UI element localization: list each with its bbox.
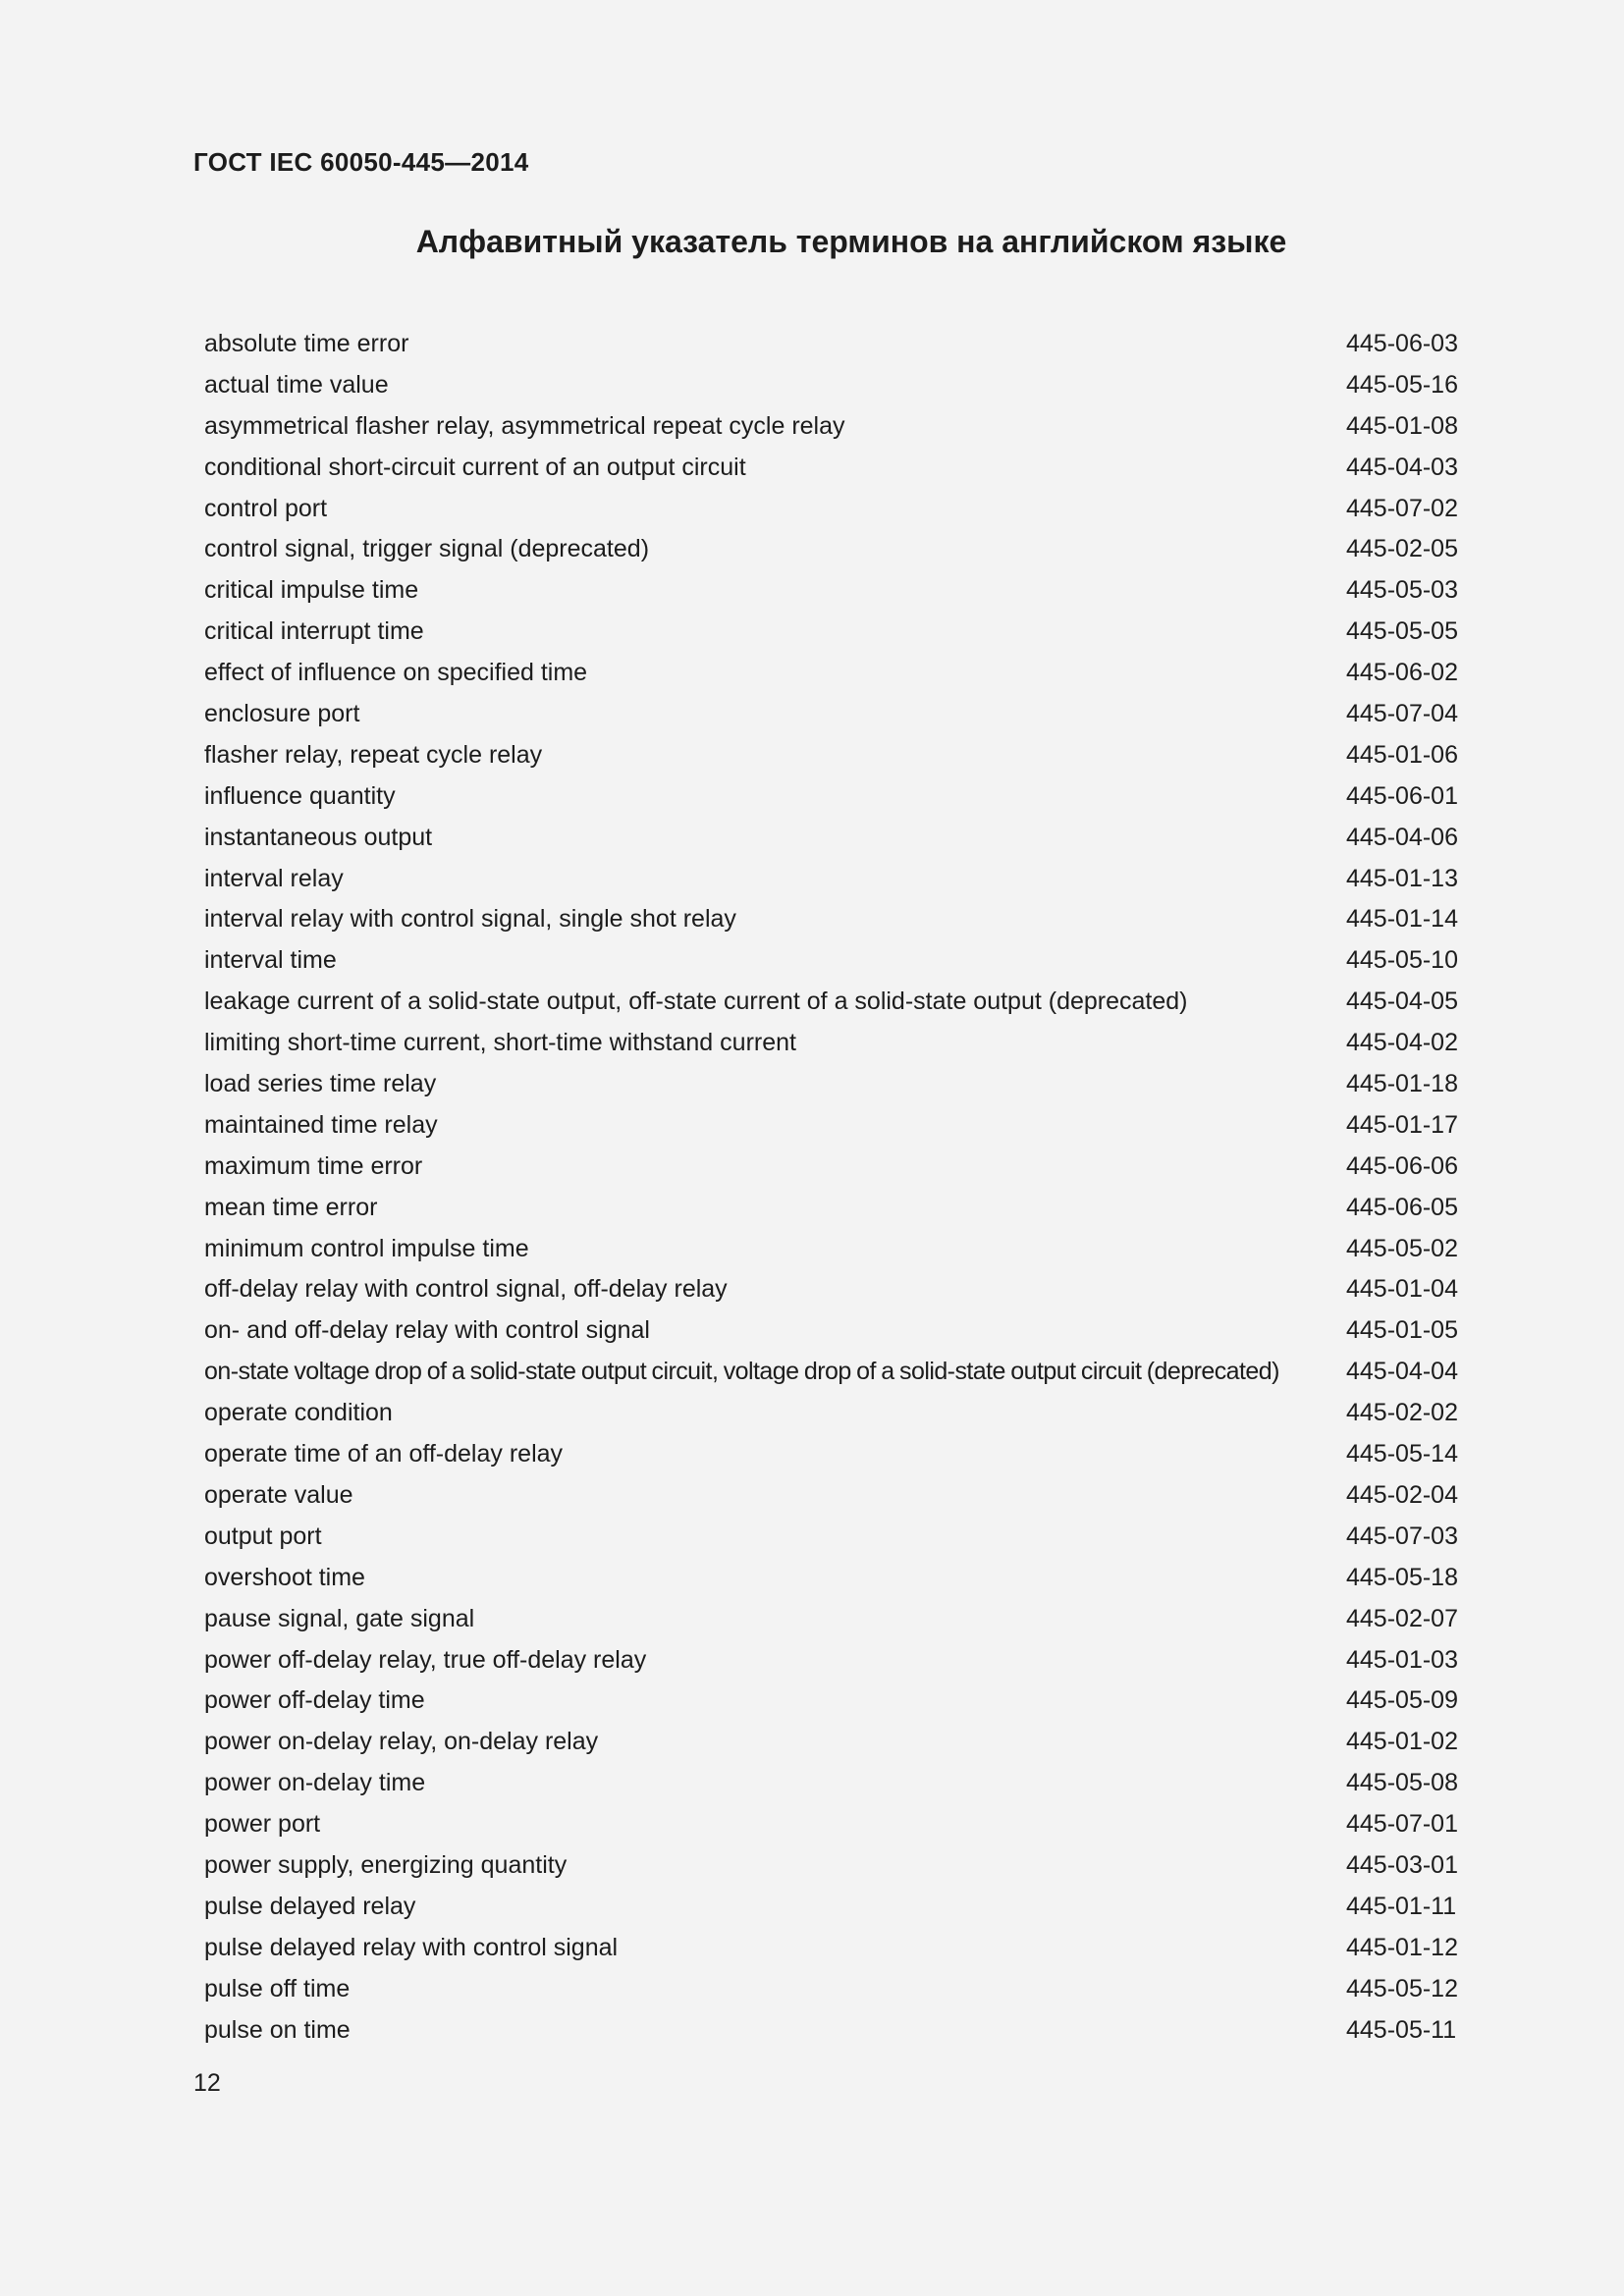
term-code: 445-02-07 [1346, 1604, 1458, 1632]
list-item [204, 1763, 1461, 1804]
list-item [204, 1310, 1461, 1352]
term-text: pulse off time [204, 1974, 351, 2002]
term-code: 445-01-14 [1346, 905, 1458, 934]
term-code: 445-07-01 [1346, 1810, 1458, 1839]
term-text: minimum control impulse time [204, 1234, 529, 1262]
list-item [204, 529, 1461, 570]
term-code: 445-06-02 [1346, 659, 1458, 687]
term-code: 445-06-01 [1346, 781, 1458, 810]
term-text: power on-delay relay, on-delay relay [204, 1728, 599, 1756]
list-item [204, 1064, 1461, 1105]
term-code: 445-05-16 [1346, 370, 1458, 399]
term-text: asymmetrical flasher relay, asymmetrical repeat cycle relay [204, 411, 845, 440]
term-text: influence quantity [204, 781, 396, 810]
list-item [204, 940, 1461, 982]
term-text: on-state voltage drop of a solid-state output circuit, voltage drop of a solid-state output circuit (deprecated) [204, 1358, 1279, 1386]
list-item [204, 694, 1461, 735]
term-code: 445-04-05 [1346, 988, 1458, 1016]
list-item [204, 365, 1461, 406]
term-text: control port [204, 494, 328, 522]
list-item [204, 1434, 1461, 1475]
term-code: 445-04-02 [1346, 1029, 1458, 1057]
list-item [204, 1352, 1461, 1393]
term-text: off-delay relay with control signal, off-delay relay [204, 1275, 728, 1304]
term-text: operate time of an off-delay relay [204, 1440, 564, 1468]
term-code: 445-07-02 [1346, 494, 1458, 522]
term-code: 445-02-04 [1346, 1480, 1458, 1509]
list-item [204, 1269, 1461, 1310]
list-item [204, 1229, 1461, 1270]
list-item [204, 489, 1461, 530]
term-text: power off-delay time [204, 1686, 425, 1715]
term-code: 445-01-02 [1346, 1728, 1458, 1756]
list-item [204, 1517, 1461, 1558]
term-code: 445-07-03 [1346, 1522, 1458, 1550]
list-item [204, 735, 1461, 776]
term-text: interval relay with control signal, single shot relay [204, 905, 736, 934]
list-item [204, 1393, 1461, 1434]
term-code: 445-05-18 [1346, 1563, 1458, 1591]
page-number: 12 [193, 2069, 221, 2097]
term-code: 445-01-11 [1346, 1892, 1457, 1920]
term-code: 445-01-03 [1346, 1645, 1458, 1674]
term-index-list [204, 324, 1461, 2051]
term-text: power on-delay time [204, 1769, 426, 1797]
term-code: 445-02-02 [1346, 1399, 1458, 1427]
term-text: maintained time relay [204, 1110, 438, 1139]
list-item [204, 899, 1461, 940]
term-text: absolute time error [204, 330, 409, 357]
list-item [204, 776, 1461, 818]
term-text: power off-delay relay, true off-delay relay [204, 1645, 647, 1674]
list-item [204, 570, 1461, 612]
list-item [204, 859, 1461, 900]
term-code: 445-06-05 [1346, 1193, 1458, 1221]
list-item [204, 1147, 1461, 1188]
term-code: 445-06-03 [1346, 330, 1458, 357]
term-text: power supply, energizing quantity [204, 1850, 568, 1879]
list-item [204, 1475, 1461, 1517]
term-text: flasher relay, repeat cycle relay [204, 740, 543, 769]
term-code: 445-01-12 [1346, 1933, 1458, 1961]
index-title: Алфавитный указатель терминов на английском языке [415, 224, 1287, 259]
term-text: critical impulse time [204, 576, 419, 605]
term-code: 445-05-14 [1346, 1440, 1458, 1468]
term-text: pause signal, gate signal [204, 1604, 475, 1632]
list-item [204, 818, 1461, 859]
term-text: operate value [204, 1480, 353, 1509]
term-code: 445-01-04 [1346, 1275, 1458, 1304]
term-code: 445-06-06 [1346, 1151, 1458, 1180]
term-code: 445-01-13 [1346, 864, 1458, 892]
document-code: ГОСТ IEC 60050-445—2014 [193, 147, 529, 177]
list-item [204, 1928, 1461, 1969]
term-code: 445-07-04 [1346, 700, 1458, 728]
list-item [204, 1722, 1461, 1763]
term-code: 445-05-10 [1346, 946, 1458, 975]
list-item [204, 1023, 1461, 1064]
term-text: instantaneous output [204, 823, 433, 851]
term-text: limiting short-time current, short-time withstand current [204, 1029, 796, 1057]
term-code: 445-02-05 [1346, 535, 1458, 563]
term-code: 445-04-03 [1346, 453, 1458, 481]
list-item [204, 1681, 1461, 1722]
term-text: control signal, trigger signal (deprecated) [204, 535, 650, 563]
term-text: overshoot time [204, 1563, 365, 1591]
term-text: on- and off-delay relay with control signal [204, 1316, 650, 1345]
term-code: 445-01-17 [1346, 1110, 1458, 1139]
term-code: 445-05-09 [1346, 1686, 1458, 1715]
list-item [204, 1887, 1461, 1928]
term-text: interval relay [204, 864, 344, 892]
term-text: leakage current of a solid-state output, off-state current of a solid-state output (deprecated) [204, 988, 1188, 1016]
term-code: 445-05-05 [1346, 617, 1458, 646]
term-code: 445-01-18 [1346, 1070, 1458, 1098]
term-code: 445-05-12 [1346, 1974, 1458, 2002]
term-text: conditional short-circuit current of an output circuit [204, 453, 746, 481]
term-code: 445-05-02 [1346, 1234, 1458, 1262]
list-item [204, 406, 1461, 448]
term-code: 445-05-08 [1346, 1769, 1458, 1797]
term-text: maximum time error [204, 1151, 423, 1180]
term-text: pulse delayed relay with control signal [204, 1933, 619, 1961]
list-item [204, 1188, 1461, 1229]
term-text: operate condition [204, 1399, 393, 1427]
term-text: power port [204, 1810, 321, 1839]
list-item [204, 1599, 1461, 1640]
term-text: mean time error [204, 1193, 378, 1221]
list-item [204, 1969, 1461, 2010]
list-item [204, 1558, 1461, 1599]
list-item [204, 612, 1461, 653]
term-text: interval time [204, 946, 337, 975]
term-text: effect of influence on specified time [204, 659, 588, 687]
list-item [204, 653, 1461, 694]
list-item [204, 1105, 1461, 1147]
term-code: 445-05-11 [1346, 2015, 1457, 2044]
term-text: load series time relay [204, 1070, 437, 1098]
term-code: 445-01-06 [1346, 740, 1458, 769]
term-text: enclosure port [204, 700, 360, 728]
list-item [204, 2010, 1461, 2052]
list-item [204, 1804, 1461, 1845]
list-item [204, 448, 1461, 489]
term-code: 445-01-08 [1346, 411, 1458, 440]
term-text: output port [204, 1522, 322, 1550]
term-code: 445-04-06 [1346, 823, 1458, 851]
term-text: pulse on time [204, 2015, 351, 2044]
term-code: 445-05-03 [1346, 576, 1458, 605]
term-code: 445-01-05 [1346, 1316, 1458, 1345]
list-item [204, 1845, 1461, 1887]
term-text: pulse delayed relay [204, 1892, 416, 1920]
list-item [204, 1640, 1461, 1682]
term-text: actual time value [204, 370, 389, 399]
list-item [204, 324, 1461, 365]
list-item [204, 982, 1461, 1023]
term-text: critical interrupt time [204, 617, 424, 646]
term-code: 445-04-04 [1346, 1358, 1458, 1386]
term-code: 445-03-01 [1346, 1850, 1458, 1879]
